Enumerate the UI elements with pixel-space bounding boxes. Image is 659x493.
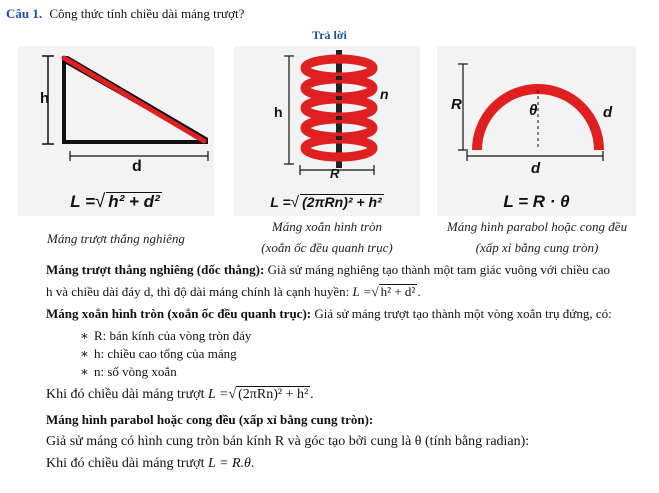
bullet-text-1: R: bán kính của vòng tròn đáy (94, 328, 252, 343)
bullet-n (80, 364, 177, 380)
paragraph-incline-intro (46, 262, 610, 278)
question (6, 6, 244, 22)
heading-spiral: Máng xoắn hình tròn (xoắn ốc đều quanh trục): (46, 306, 312, 321)
caption-spiral-line2: (xoắn ốc đều quanh trục) (261, 240, 393, 255)
caption-spiral-line1: Máng xoắn hình tròn (271, 219, 383, 234)
caption-spiral (234, 216, 420, 258)
incline-formula-radicand: h² + d² (108, 192, 160, 211)
spiral-formula-lhs: L = (270, 194, 291, 210)
spiral-n-label: n (380, 86, 389, 102)
arc-theta-label: θ (529, 102, 538, 119)
inline-formula-radicand-2: (2πRn)² + h² (238, 387, 309, 402)
caption-arc-line1: Máng hình parabol hoặc cong đều (446, 219, 628, 234)
paragraph-arc-formula-text: Khi đó chiều dài máng trượt (46, 456, 205, 471)
paragraph-spiral-formula-text: Khi đó chiều dài máng trượt (46, 387, 205, 402)
bullet-R (80, 328, 251, 344)
caption-arc (430, 216, 644, 258)
incline-formula-inline: L =√ h² + d² (352, 284, 416, 299)
paragraph-incline-formula-text: h và chiều dài đáy d, thì độ dài máng chính là cạnh huyền: (46, 284, 350, 299)
caption-arc-line2: (xấp xỉ bằng cung tròn) (475, 240, 599, 255)
bullet-text-2: h: chiều cao tổng của máng (94, 346, 237, 361)
inline-formula-radicand-1: h² + d² (380, 284, 416, 299)
figure-spiral (234, 46, 420, 216)
inline-formula-lhs-1: L = (352, 284, 372, 299)
inline-formula-end-1: . (417, 284, 421, 299)
bullet-text-3: n: số vòng xoắn (94, 364, 177, 379)
figure-incline (18, 46, 214, 216)
incline-d-label: d (132, 158, 142, 175)
question-text: Công thức tính chiều dài máng trượt? (49, 6, 245, 21)
bullet-mark-1: ∗ (80, 328, 89, 343)
incline-formula-lhs: L = (70, 192, 95, 211)
paragraph-incline-formula (46, 284, 421, 300)
question-number: Câu 1. (6, 6, 43, 21)
incline-h-label: h (40, 90, 50, 107)
paragraph-arc-formula (46, 456, 254, 472)
spiral-formula-inline: L =√ (2πRn)² + h² (207, 387, 309, 402)
paragraph-arc-text: Giả sử máng có hình cung tròn bán kính R và góc tạo bởi cung là θ (tính bằng radian): (46, 434, 530, 449)
arc-R-label: R (451, 96, 462, 113)
arc-diagram (437, 46, 636, 216)
inline-formula-end-3: . (250, 456, 255, 471)
arc-formula: L = R · θ (503, 192, 570, 211)
inline-formula-end-2: . (310, 387, 314, 402)
caption-incline: Máng trượt thẳng nghiêng (47, 231, 185, 246)
answer-label: Trả lời (312, 28, 347, 42)
heading-arc: Máng hình parabol hoặc cong đều (xấp xỉ bằng cung tròn): (46, 412, 374, 427)
spiral-formula-radicand: (2πRn)² + h² (302, 194, 382, 210)
bullet-h (80, 346, 237, 362)
inline-formula-lhs-2: L = (207, 387, 229, 402)
spiral-diagram (234, 46, 420, 216)
heading-incline: Máng trượt thẳng nghiêng (dốc thẳng): (46, 262, 265, 277)
arc-d-bottom-label: d (531, 160, 541, 177)
spiral-R-label: R (330, 166, 340, 181)
paragraph-incline-text: Giả sử máng nghiêng tạo thành một tam giác vuông với chiều cao (264, 262, 611, 277)
paragraph-arc-heading (46, 412, 373, 428)
arc-formula-inline: L = R.θ (207, 456, 251, 471)
paragraph-spiral-text: Giả sử máng trượt tạo thành một vòng xoắn trụ đứng, có: (311, 306, 612, 321)
spiral-h-label: h (274, 104, 283, 120)
figure-arc (437, 46, 636, 216)
paragraph-spiral-formula (46, 386, 314, 403)
bullet-mark-3: ∗ (80, 364, 89, 379)
incline-formula: L =√ h² + d² (70, 190, 160, 211)
spiral-formula: L =√ (2πRn)² + h² (270, 194, 382, 211)
paragraph-spiral-intro (46, 306, 612, 322)
bullet-mark-2: ∗ (80, 346, 89, 361)
arc-d-side-label: d (603, 104, 613, 121)
